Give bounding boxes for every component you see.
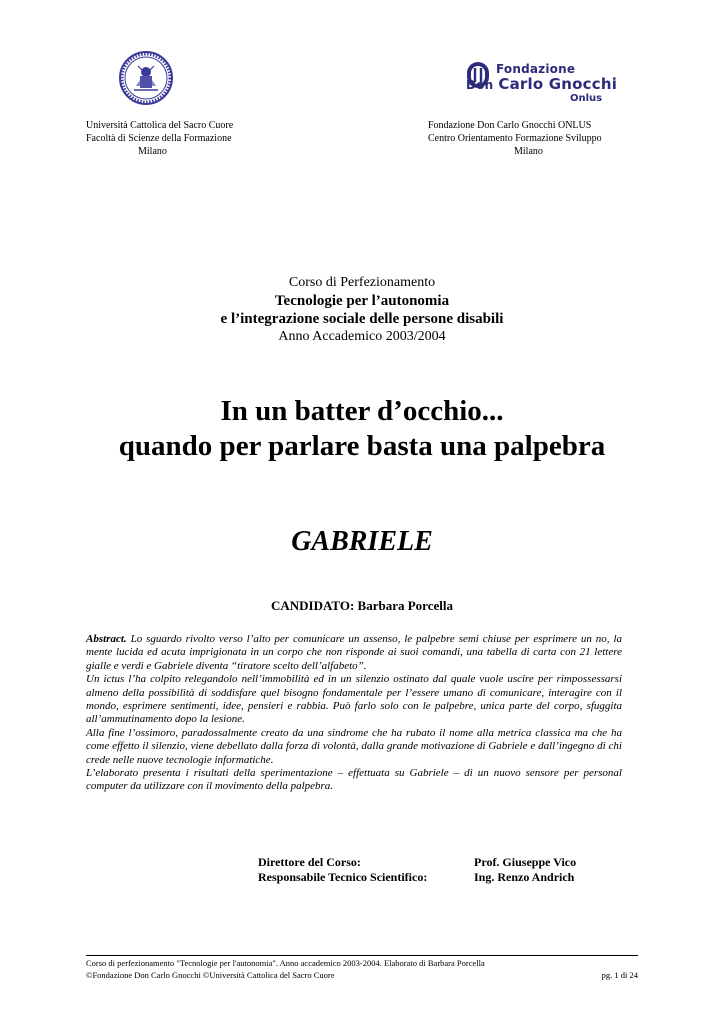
abstract [86,633,622,794]
abstract-label: Abstract. [86,633,127,645]
logo-text-don: Don [466,78,494,92]
abstract-paragraph-2: Un ictus l’ha colpito relegandolo nell’immobilità ed in un silenzio ostinato dal quale vuole uscire per rimpossessarsi almeno della possibilità di soddisfare quel bisogno fondamentale per l’essere umano di comunicare, interagire con il mondo, esprimere sentimenti, idee, pensieri e rabbia. Può farlo solo con le palpebre, unica parte del corpo, sfuggita all’ammutinamento dopo la lesione. [86,673,622,726]
candidate-line: CANDIDATO: Barbara Porcella [271,598,453,613]
abstract-paragraph-3: Alla fine l’ossimoro, paradossalmente creato da una sindrome che ha rubato il nome alla metrica classica ma che ha come effetto il silenzio, viene debellato dalla forza di volontà, dalla grande motivazione di Gabriele e dall’ingegno di chi crede nelle nuove tecnologie informatiche. [86,726,622,766]
footer-copyright: ©Fondazione Don Carlo Gnocchi ©Università Cattolica del Sacro Cuore [86,969,335,980]
fondazione-gnocchi-logo [462,57,618,105]
university-affiliation [86,119,266,158]
abstract-text-1: Lo sguardo rivolto verso l’alto per comunicare un assenso, le palpebre semi chiuse per esprimere un no, la mente lucida ed acuta imprigionata in un corpo che non risponde ai suoi comandi, una tabella di carta con 21 lettere gialle e verdi e Gabriele diventa “tiratore scelto dell’alfabeto”. [86,633,622,672]
director-role: Direttore del Corso: [258,855,361,869]
foundation-city: Milano [514,146,543,157]
university-seal-icon [118,50,174,106]
abstract-paragraph-4: L’elaborato presenta i risultati della sperimentazione – effettuata su Gabriele – di un nuovo sensore per personal computer da utilizzare con il movimento della palpebra. [86,767,622,793]
course-title-line2: e l’integrazione sociale delle persone disabili [220,311,504,327]
title-line2: quando per parlare basta una palpebra [118,430,606,462]
foundation-name: Fondazione Don Carlo Gnocchi ONLUS [428,120,592,131]
staff-names [474,855,576,885]
title-line1: In un batter d’occhio... [220,395,504,427]
document-title [0,394,724,464]
page-number: pg. 1 di 24 [601,969,638,980]
tech-role: Responsabile Tecnico Scientifico: [258,870,428,884]
foundation-affiliation [428,119,638,158]
logo-text-onlus: Onlus [570,93,603,104]
course-title-line1: Tecnologie per l’autonomia [274,293,450,309]
director-name: Prof. Giuseppe Vico [474,855,577,869]
footer-course-line: Corso di perfezionamento "Tecnologie per l'autonomia". Anno accademico 2003-2004. Elaborato di Barbara Porcella [86,958,485,968]
university-city: Milano [138,146,167,157]
footer-divider [86,955,638,956]
tech-name: Ing. Renzo Andrich [474,870,575,884]
page-footer [86,958,638,981]
abstract-paragraph-1 [86,633,622,673]
course-type: Corso di Perfezionamento [288,275,436,290]
logo-text-fondazione: Fondazione [496,62,576,76]
faculty-name: Facoltà di Scienze della Formazione [86,133,232,144]
university-name: Università Cattolica del Sacro Cuore [86,120,234,131]
academic-year: Anno Accademico 2003/2004 [278,329,446,344]
logo-text-carlo-gnocchi: Carlo Gnocchi [498,75,618,93]
staff-roles [258,855,427,885]
course-info [0,274,724,346]
logo-text-name [466,75,617,93]
subject-name: GABRIELE [291,526,433,557]
foundation-center: Centro Orientamento Formazione Sviluppo [428,133,602,144]
